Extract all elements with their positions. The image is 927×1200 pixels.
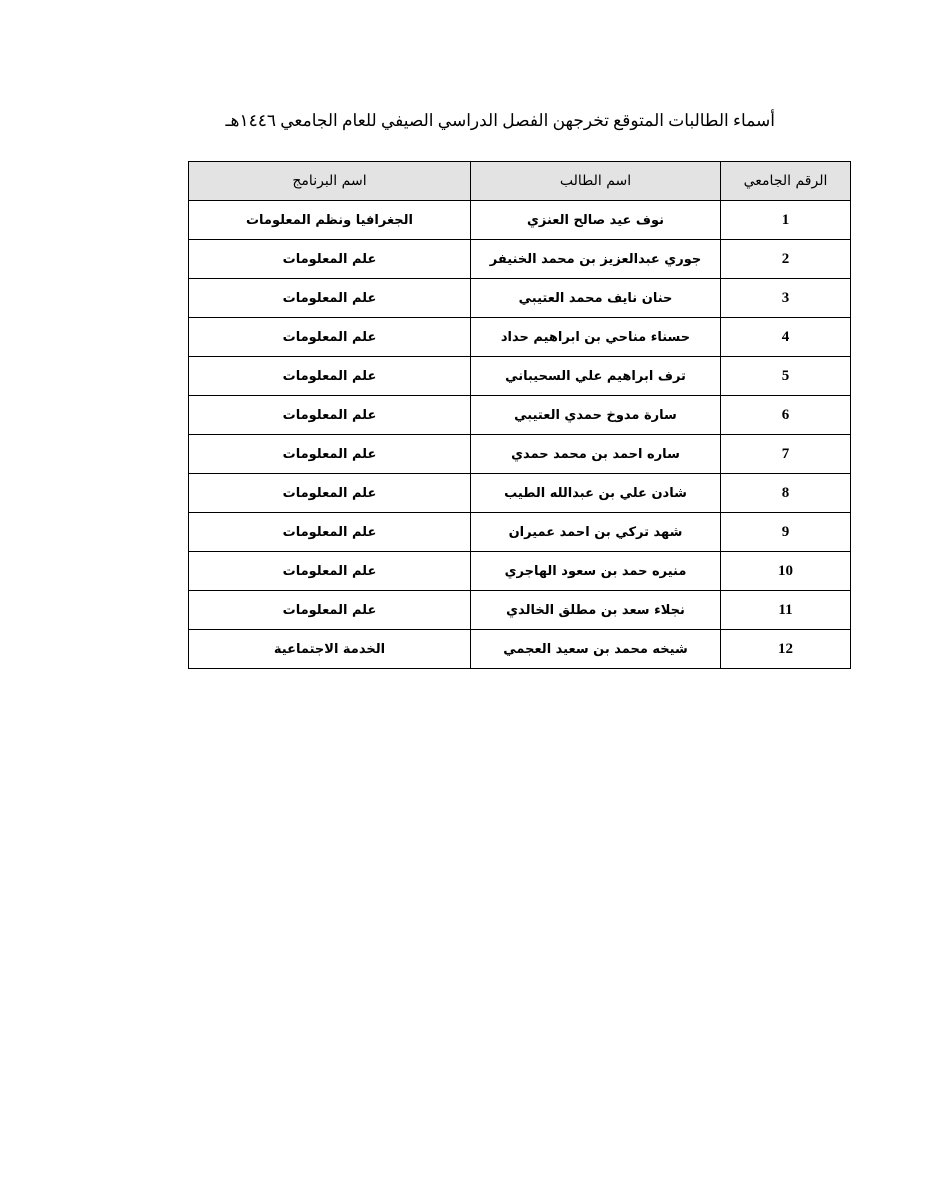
cell-program-name: علم المعلومات <box>189 318 471 357</box>
header-university-id: الرقم الجامعي <box>721 162 851 201</box>
cell-university-id: 4 <box>721 318 851 357</box>
cell-program-name: الجغرافيا ونظم المعلومات <box>189 201 471 240</box>
table-row <box>189 435 851 474</box>
cell-student-name: شهد تركي بن احمد عميران <box>471 513 721 552</box>
cell-student-name: سارة مدوخ حمدي العتيبي <box>471 396 721 435</box>
cell-student-name: ترف ابراهيم علي السحيباني <box>471 357 721 396</box>
cell-program-name: علم المعلومات <box>189 474 471 513</box>
cell-program-name: علم المعلومات <box>189 396 471 435</box>
cell-program-name: علم المعلومات <box>189 513 471 552</box>
cell-university-id: 5 <box>721 357 851 396</box>
header-program-name: اسم البرنامج <box>189 162 471 201</box>
cell-program-name: الخدمة الاجتماعية <box>189 630 471 669</box>
cell-program-name: علم المعلومات <box>189 552 471 591</box>
table-row <box>189 552 851 591</box>
cell-program-name: علم المعلومات <box>189 240 471 279</box>
cell-student-name: شادن علي بن عبدالله الطيب <box>471 474 721 513</box>
table-row <box>189 279 851 318</box>
table-row <box>189 357 851 396</box>
cell-program-name: علم المعلومات <box>189 591 471 630</box>
cell-university-id: 10 <box>721 552 851 591</box>
cell-student-name: حنان نايف محمد العتيبي <box>471 279 721 318</box>
cell-university-id: 12 <box>721 630 851 669</box>
table-row <box>189 591 851 630</box>
table-row <box>189 513 851 552</box>
header-student-name: اسم الطالب <box>471 162 721 201</box>
cell-university-id: 11 <box>721 591 851 630</box>
cell-university-id: 9 <box>721 513 851 552</box>
cell-student-name: نوف عيد صالح العنزي <box>471 201 721 240</box>
document-title: أسماء الطالبات المتوقع تخرجهن الفصل الدراسي الصيفي للعام الجامعي ١٤٤٦هـ <box>225 111 775 130</box>
cell-student-name: شيخه محمد بن سعيد العجمي <box>471 630 721 669</box>
cell-university-id: 3 <box>721 279 851 318</box>
cell-student-name: منيره حمد بن سعود الهاجري <box>471 552 721 591</box>
graduates-table <box>188 161 851 669</box>
table-row <box>189 240 851 279</box>
cell-program-name: علم المعلومات <box>189 279 471 318</box>
cell-student-name: نجلاء سعد بن مطلق الخالدي <box>471 591 721 630</box>
cell-program-name: علم المعلومات <box>189 357 471 396</box>
table-header-row <box>189 162 851 201</box>
table-row <box>189 201 851 240</box>
cell-university-id: 8 <box>721 474 851 513</box>
cell-student-name: جوري عبدالعزيز بن محمد الخنيفر <box>471 240 721 279</box>
table-row <box>189 474 851 513</box>
cell-student-name: حسناء مناحي بن ابراهيم حداد <box>471 318 721 357</box>
cell-university-id: 6 <box>721 396 851 435</box>
table-row <box>189 318 851 357</box>
cell-university-id: 2 <box>721 240 851 279</box>
cell-program-name: علم المعلومات <box>189 435 471 474</box>
table-row <box>189 630 851 669</box>
cell-university-id: 1 <box>721 201 851 240</box>
cell-student-name: ساره احمد بن محمد حمدي <box>471 435 721 474</box>
cell-university-id: 7 <box>721 435 851 474</box>
table-row <box>189 396 851 435</box>
